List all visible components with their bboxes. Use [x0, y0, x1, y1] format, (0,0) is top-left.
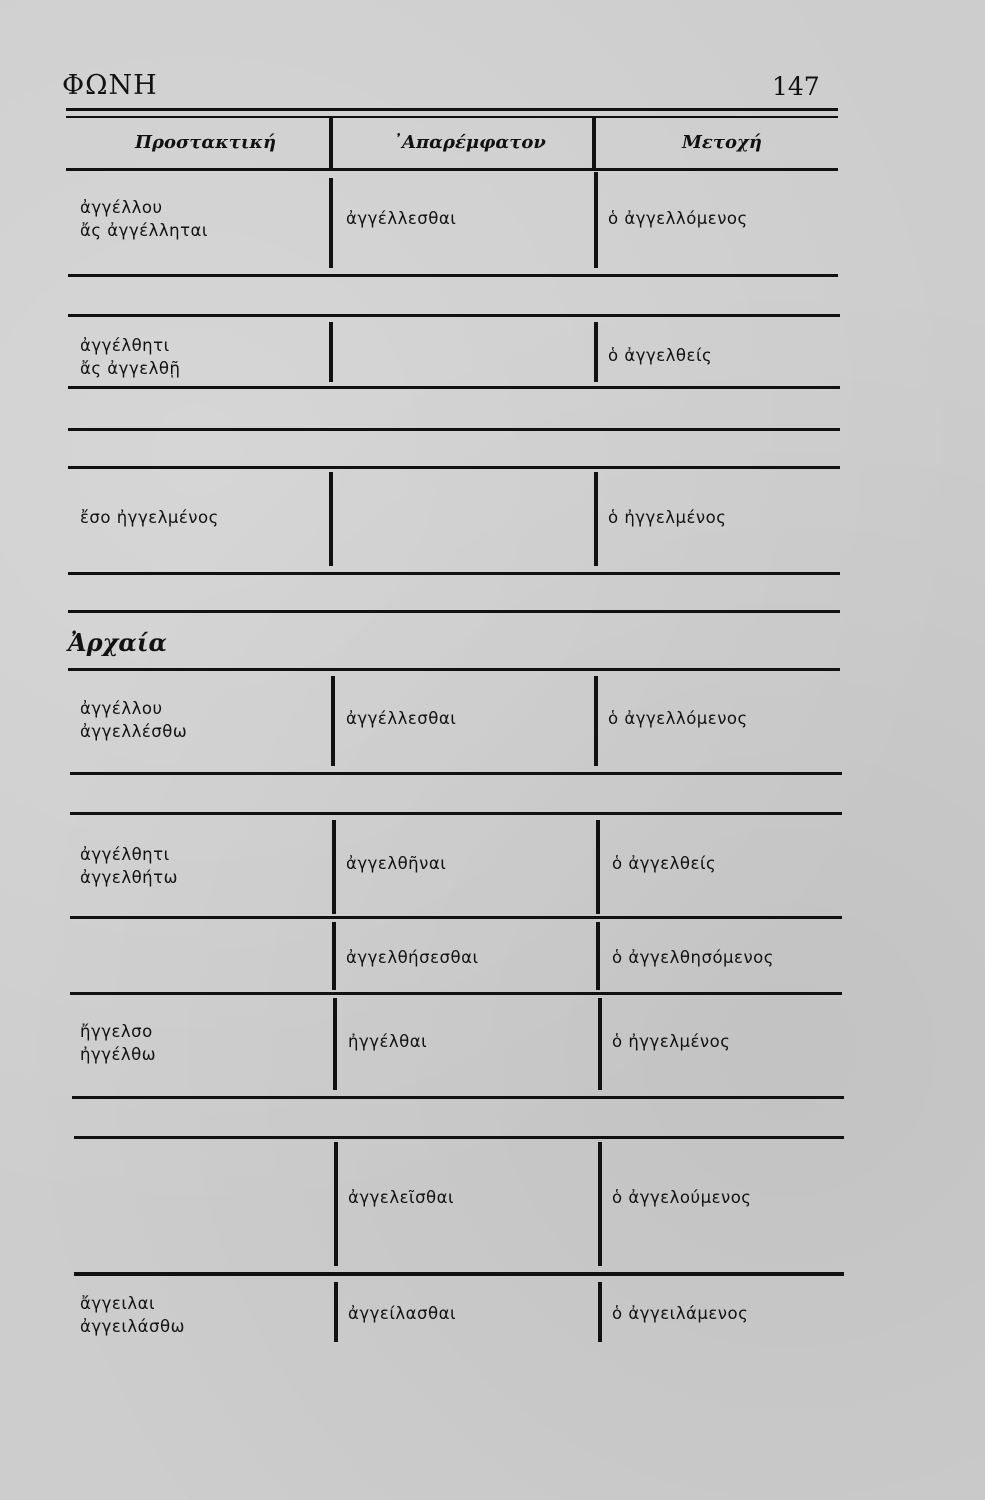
column-divider: [334, 1282, 338, 1342]
cell-participle: ὁ ἀγγελθείς: [608, 346, 713, 365]
row-rule: [70, 992, 842, 995]
imperative-form: ἤγγελσο: [80, 1022, 153, 1041]
column-header-participle: Μετοχή: [682, 132, 762, 153]
cell-imperative: [80, 1020, 156, 1066]
top-rule-thin: [66, 116, 838, 118]
imperative-form: ἠγγέλθω: [80, 1045, 157, 1064]
column-divider: [329, 472, 333, 566]
cell-participle: ὁ ἀγγελλόμενος: [608, 709, 748, 728]
row-rule: [72, 1096, 844, 1099]
row-rule: [68, 466, 840, 469]
imperative-form: ἄς ἀγγελθῇ: [80, 359, 181, 378]
column-divider: [334, 1142, 338, 1266]
column-divider: [332, 922, 336, 990]
imperative-form: ἄς ἀγγέλληται: [80, 221, 209, 240]
cell-imperative: [80, 334, 180, 380]
row-rule: [70, 916, 842, 919]
row-rule: [68, 386, 840, 389]
page-number: 147: [772, 72, 820, 101]
cell-imperative: ἔσο ἠγγελμένος: [80, 508, 219, 527]
column-divider: [598, 1142, 602, 1266]
column-divider: [596, 820, 600, 914]
row-rule: [74, 1272, 844, 1276]
cell-infinitive: ἀγγελθήσεσθαι: [346, 948, 479, 967]
row-rule: [70, 812, 842, 815]
column-header-imperative: Προστακτική: [135, 132, 277, 153]
cell-imperative: [80, 843, 178, 889]
column-divider: [329, 178, 333, 268]
row-rule: [68, 314, 840, 317]
row-rule: [68, 428, 840, 431]
row-rule: [74, 1136, 844, 1139]
column-divider: [331, 676, 335, 766]
imperative-form: ἀγγέλθητι: [80, 845, 170, 864]
cell-infinitive: ἀγγέλλεσθαι: [346, 709, 457, 728]
imperative-form: ἀγγέλλου: [80, 198, 163, 217]
cell-infinitive: ἀγγείλασθαι: [348, 1304, 457, 1323]
cell-infinitive: ἀγγελθῆναι: [346, 854, 447, 873]
cell-imperative: [80, 697, 187, 743]
cell-participle: ὁ ἠγγελμένος: [608, 508, 727, 527]
imperative-form: ἀγγέλθητι: [80, 336, 170, 355]
column-header-infinitive: ᾿Απαρέμφατον: [393, 132, 546, 153]
column-divider: [594, 676, 598, 766]
column-divider: [332, 820, 336, 914]
column-divider: [598, 998, 602, 1090]
row-rule: [68, 274, 838, 277]
section-rule: [68, 610, 840, 613]
cell-participle: ὁ ἀγγελούμενος: [612, 1188, 752, 1207]
imperative-form: ἀγγειλάσθω: [80, 1317, 185, 1336]
imperative-form: ἄγγειλαι: [80, 1294, 156, 1313]
imperative-form: ἀγγέλλου: [80, 699, 163, 718]
column-divider: [594, 322, 598, 382]
cell-infinitive: ἀγγέλλεσθαι: [346, 209, 457, 228]
cell-participle: ὁ ἀγγελθείς: [612, 854, 717, 873]
imperative-form: ἀγγελλέσθω: [80, 722, 188, 741]
cell-infinitive: ἠγγέλθαι: [348, 1032, 428, 1051]
section-rule: [68, 668, 840, 671]
cell-participle: ὁ ἀγγελθησόμενος: [612, 948, 774, 967]
cell-imperative: [80, 1292, 185, 1338]
header-divider: [329, 118, 333, 168]
cell-participle: ὁ ἀγγελλόμενος: [608, 209, 748, 228]
column-divider: [598, 1282, 602, 1342]
header-rule: [66, 168, 838, 171]
column-divider: [596, 922, 600, 990]
top-rule: [66, 108, 838, 111]
cell-participle: ὁ ἠγγελμένος: [612, 1032, 731, 1051]
column-divider: [329, 322, 333, 382]
cell-participle: ὁ ἀγγειλάμενος: [612, 1304, 749, 1323]
column-divider: [594, 172, 598, 268]
cell-infinitive: ἀγγελεῖσθαι: [348, 1188, 455, 1207]
row-rule: [70, 772, 842, 775]
imperative-form: ἀγγελθήτω: [80, 868, 178, 887]
section-title-ancient: Ἀρχαία: [68, 628, 167, 657]
cell-imperative: [80, 196, 208, 242]
column-divider: [333, 998, 337, 1090]
row-rule: [68, 572, 840, 575]
running-header-title: ΦΩΝΗ: [62, 70, 158, 101]
column-divider: [594, 472, 598, 566]
header-divider: [592, 118, 596, 168]
